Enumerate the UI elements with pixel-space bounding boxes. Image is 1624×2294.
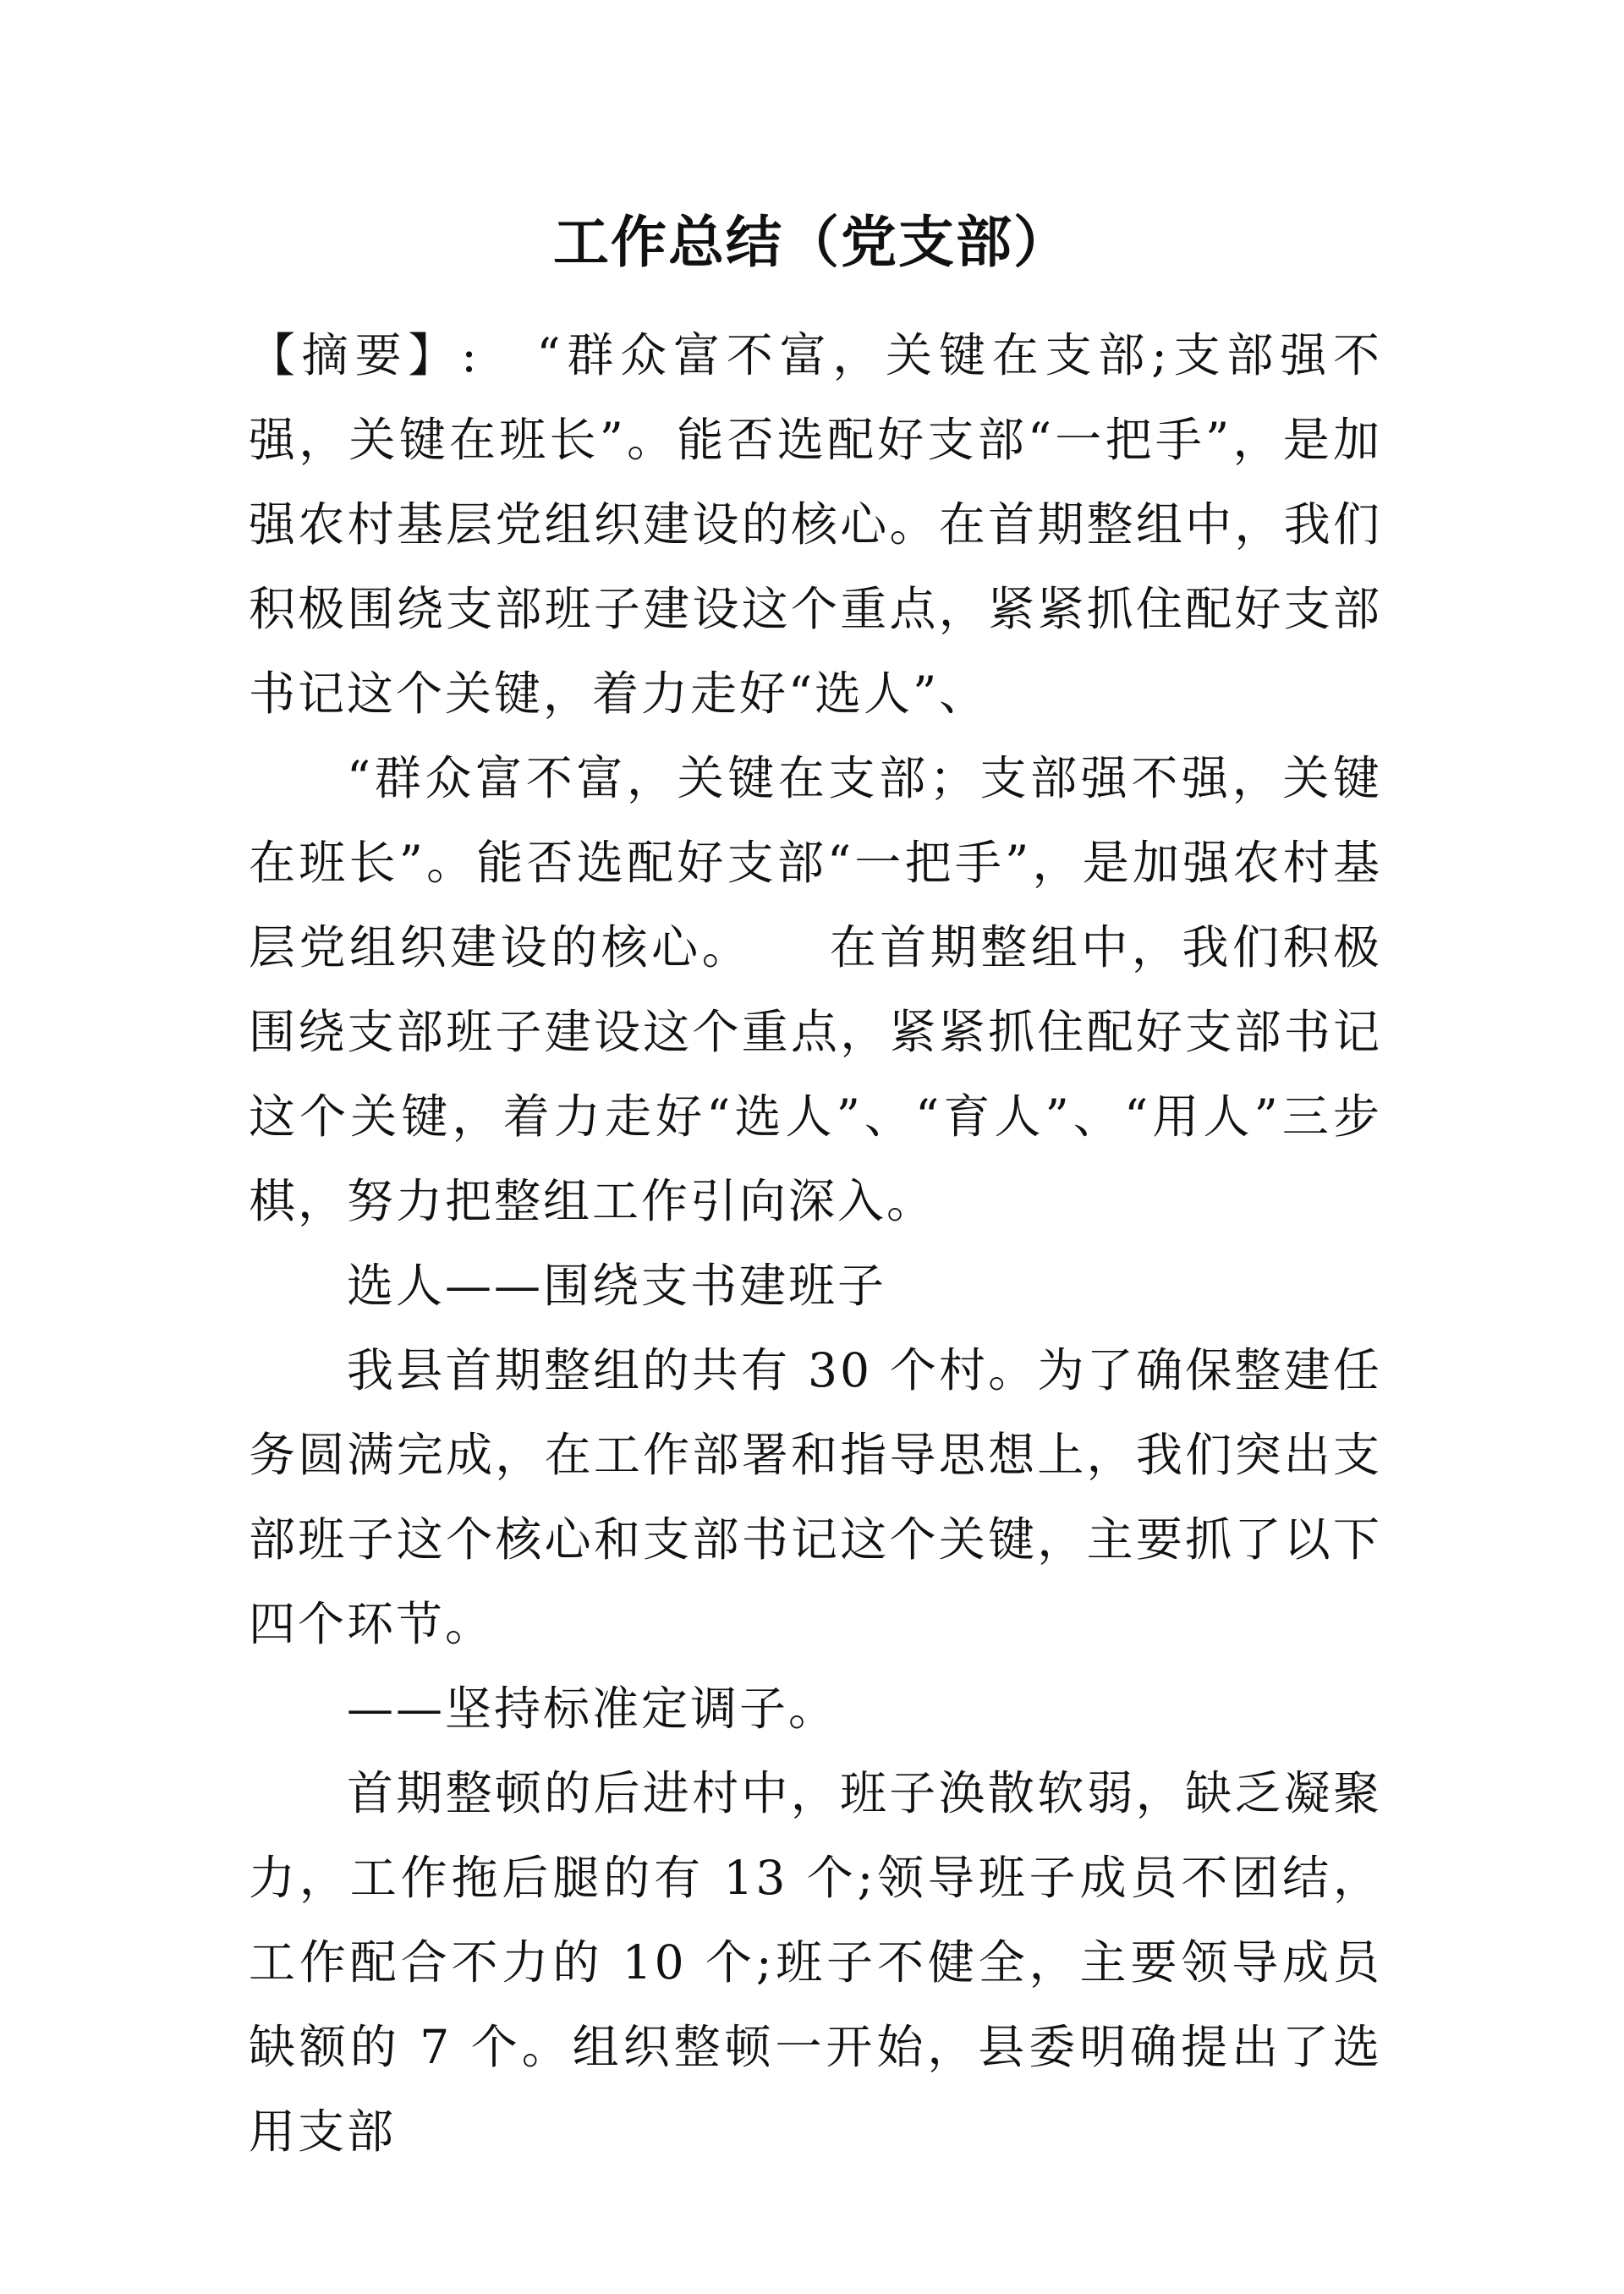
abstract-text: “群众富不富，关键在支部;支部强不强，关键在班长”。能否选配好支部“一把手”，是加强农村基层党组织建设的核心。在首期整组中，我们积极围绕支部班子建设这个重点，紧紧抓住配好支部书记这个关键，着力走好“选人”、 [249,328,1383,721]
body-paragraph: 首期整顿的后进村中，班子涣散软弱，缺乏凝聚力，工作拖后腿的有 13 个;领导班子成员不团结，工作配合不力的 10 个;班子不健全，主要领导成员缺额的 7 个。组织整顿一开始，县委明确提出了选用支部 [249,1766,1382,2159]
abstract-label: 【摘要】: [249,328,480,382]
section-heading: 选人——围绕支书建班子 [347,1259,887,1313]
abstract-paragraph [249,313,1382,736]
document-title: 工作总结（党支部） [553,209,1071,275]
subsection-heading: ——坚持标准定调子。 [347,1682,838,1736]
body-paragraph: “群众富不富，关键在支部；支部强不强，关键在班长”。能否选配好支部“一把手”，是加强农村基层党组织建设的核心。 在首期整组中，我们积极围绕支部班子建设这个重点，紧紧抓住配好支部书记这个关键，着力走好“选人”、“育人”、“用人”三步棋，努力把整组工作引向深入。 [249,751,1382,1228]
document-body [249,313,1382,2174]
body-paragraph: 我县首期整组的共有 30 个村。为了确保整建任务圆满完成，在工作部署和指导思想上，我们突出支部班子这个核心和支部书记这个关键，主要抓了以下四个环节。 [249,1343,1382,1651]
